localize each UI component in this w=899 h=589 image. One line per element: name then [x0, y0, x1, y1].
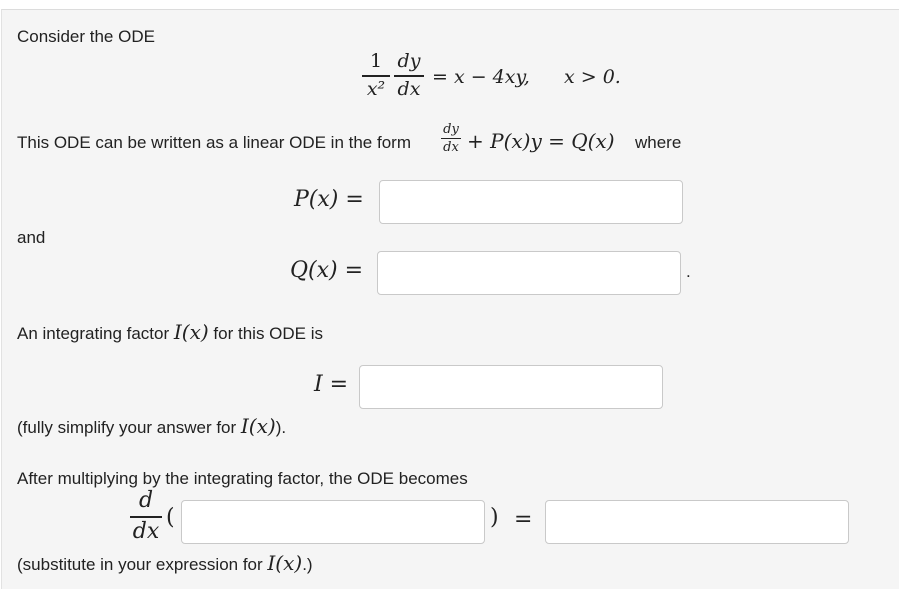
question-panel	[1, 9, 899, 589]
simplify-note-prefix: (fully simplify your answer for	[17, 418, 237, 437]
substitute-note	[17, 553, 313, 575]
fraction-bar	[394, 75, 424, 77]
i-answer-input[interactable]	[359, 365, 663, 409]
linear-form-expression: + P(x)y = Q(x)	[467, 129, 615, 153]
i-label: I =	[314, 372, 349, 397]
simplify-note-symbol: I(x)	[240, 414, 276, 438]
fraction-numerator: 1	[369, 50, 383, 72]
fraction-numerator: dy	[443, 122, 459, 137]
ode-rhs: = x − 4xy,	[432, 66, 530, 88]
integrating-factor-prefix: An integrating factor	[17, 324, 170, 343]
integrating-factor-text	[17, 322, 323, 344]
ode-condition: x > 0.	[564, 66, 621, 88]
linear-form-prefix: This ODE can be written as a linear ODE in the form	[17, 133, 411, 152]
and-text: and	[17, 228, 46, 247]
q-answer-input[interactable]	[377, 251, 681, 295]
rhs-answer-input[interactable]	[545, 500, 849, 544]
equals-sign: =	[514, 507, 533, 532]
simplify-note-suffix: ).	[275, 418, 287, 437]
lhs-answer-input[interactable]	[181, 500, 485, 544]
fraction-bar	[441, 138, 461, 139]
ode-fraction-one-over-x2	[362, 52, 390, 99]
fraction-denominator: dx	[397, 77, 421, 100]
open-paren: (	[166, 505, 175, 530]
linear-form-suffix: where	[635, 133, 682, 152]
q-label: Q(x) =	[290, 258, 364, 283]
substitute-note-prefix: (substitute in your expression for	[17, 555, 263, 574]
simplify-note	[17, 416, 286, 438]
fraction-numerator: dy	[397, 50, 421, 72]
fraction-denominator: x²	[366, 77, 386, 100]
fraction-bar	[130, 516, 162, 518]
fraction-denominator: dx	[443, 140, 459, 155]
after-multiply-text: After multiplying by the integrating factor, the ODE becomes	[17, 469, 468, 488]
close-paren: )	[490, 505, 499, 530]
p-label: P(x) =	[294, 187, 364, 212]
ode-fraction-dy-dx	[394, 52, 424, 99]
derivative-operator	[130, 490, 162, 543]
derivative-numerator: d	[138, 488, 154, 513]
substitute-note-symbol: I(x)	[267, 551, 303, 575]
integrating-factor-symbol: I(x)	[173, 320, 209, 344]
intro-text: Consider the ODE	[17, 27, 155, 46]
substitute-note-suffix: .)	[302, 555, 313, 574]
integrating-factor-suffix: for this ODE is	[213, 324, 324, 343]
p-answer-input[interactable]	[379, 180, 683, 224]
fraction-bar	[362, 75, 390, 77]
derivative-denominator: dx	[132, 518, 160, 544]
linear-form-fraction	[441, 123, 461, 154]
q-period: .	[686, 262, 691, 281]
